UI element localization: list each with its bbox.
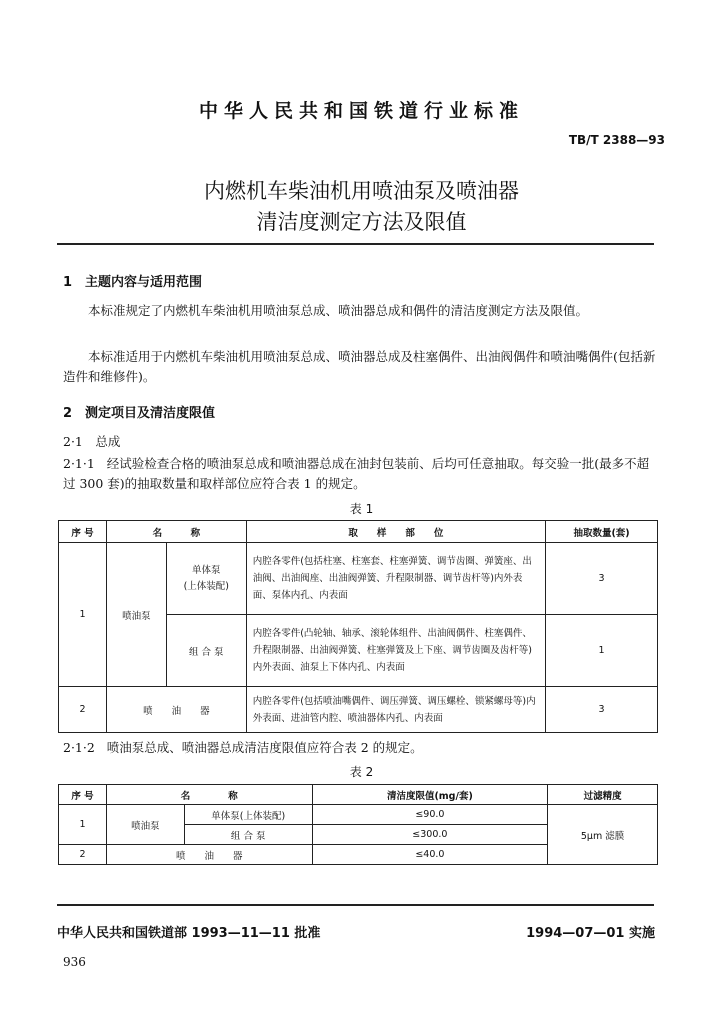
clause-2-1-1 — [63, 454, 659, 494]
table2-header-limit: 清洁度限值(mg/套) — [312, 785, 548, 805]
table1-header-name: 名 称 — [106, 521, 246, 543]
table1-header-no: 序 号 — [59, 521, 107, 543]
table2-cell-name: 喷 油 器 — [106, 845, 312, 865]
approval-line: 中华人民共和国铁道部 1993—11—11 批准 — [57, 926, 321, 941]
table-row — [59, 687, 658, 733]
table2-cell-limit: ≤300.0 — [312, 825, 548, 845]
table1-cell-sub: 单体泵 (上体装配) — [166, 543, 246, 615]
table2-header-row — [59, 785, 658, 805]
doc-title-line2: 清洁度测定方法及限值 — [256, 210, 467, 234]
clause-2-1-1-text: 经试验检查合格的喷油泵总成和喷油器总成在油封包装前、后均可任意抽取。每交验一批(最多不超过 300 套)的抽取数量和取样部位应符合表 1 的规定。 — [63, 456, 650, 491]
table1-header-qty: 抽取数量(套) — [546, 521, 658, 543]
table1-caption: 表 1 — [349, 502, 374, 516]
section2-heading: 2 测定项目及清洁度限值 — [63, 406, 216, 421]
table1-cell-sub: 组 合 泵 — [166, 615, 246, 687]
page-number: 936 — [63, 955, 86, 969]
table1-cell-name: 喷 油 器 — [106, 687, 246, 733]
table1-cell-qty: 3 — [546, 543, 658, 615]
table2-cell-filter: 5μm 滤膜 — [548, 805, 658, 865]
table2-header-no: 序 号 — [59, 785, 107, 805]
table1-header-row — [59, 521, 658, 543]
table2-cell-name: 喷油泵 — [106, 805, 184, 845]
table1-cell-qty: 3 — [546, 687, 658, 733]
clause-2-1: 2·1 总成 — [63, 434, 121, 449]
section1-para1: 本标准规定了内燃机车柴油机用喷油泵总成、喷油器总成和偶件的清洁度测定方法及限值。 — [88, 303, 589, 318]
table2-cell-sub: 组 合 泵 — [184, 825, 312, 845]
table1 — [58, 520, 658, 733]
table1-cell-no: 2 — [59, 687, 107, 733]
effective-date: 1994—07—01 实施 — [526, 926, 655, 941]
table2-caption: 表 2 — [349, 765, 374, 779]
table-row — [59, 805, 658, 825]
clause-2-1-2-text: 喷油泵总成、喷油器总成清洁度限值应符合表 2 的规定。 — [106, 740, 423, 755]
table2-cell-no: 1 — [59, 805, 107, 845]
table2-cell-no: 2 — [59, 845, 107, 865]
section1-heading: 1 主题内容与适用范围 — [63, 275, 203, 290]
table2-cell-limit: ≤40.0 — [312, 845, 548, 865]
clause-2-1-2 — [63, 738, 659, 758]
table1-cell-no: 1 — [59, 543, 107, 687]
standard-code: TB/T 2388—93 — [568, 133, 665, 147]
table2-cell-sub: 单体泵(上体装配) — [184, 805, 312, 825]
footer-divider — [57, 904, 654, 906]
table1-cell-location: 内腔各零件(包括柱塞、柱塞套、柱塞弹簧、调节齿圈、弹簧座、出油阀、出油阀座、出油阀弹簧、升程限制器、调节齿杆等)内外表面、泵体内孔、内表面 — [246, 543, 545, 615]
table2-header-name: 名 称 — [106, 785, 312, 805]
table1-cell-location: 内腔各零件(包括喷油嘴偶件、调压弹簧、调压螺栓、锁紧螺母等)内外表面、进油管内腔、喷油器体内孔、内表面 — [246, 687, 545, 733]
clause-2-1-1-number: 2·1·1 — [63, 456, 95, 471]
title-divider — [57, 243, 654, 245]
doc-title-line1: 内燃机车柴油机用喷油泵及喷油器 — [204, 179, 519, 203]
section1-para2: 本标准适用于内燃机车柴油机用喷油泵总成、喷油器总成及柱塞偶件、出油阀偶件和喷油嘴偶件(包括新造件和维修件)。 — [63, 349, 656, 384]
table1-cell-qty: 1 — [546, 615, 658, 687]
table-row — [59, 543, 658, 615]
clause-2-1-2-number: 2·1·2 — [63, 740, 95, 755]
table1-header-location: 取 样 部 位 — [246, 521, 545, 543]
table1-cell-location: 内腔各零件(凸轮轴、轴承、滚轮体组件、出油阀偶件、柱塞偶件、升程限制器、出油阀弹簧、柱塞弹簧及上下座、调节齿圈及齿杆等)内外表面、油泵上下体内孔、内表面 — [246, 615, 545, 687]
header-title: 中华人民共和国铁道行业标准 — [198, 100, 524, 122]
table1-cell-name: 喷油泵 — [106, 543, 166, 687]
table2-header-filter: 过滤精度 — [548, 785, 658, 805]
table2-cell-limit: ≤90.0 — [312, 805, 548, 825]
table2 — [58, 784, 658, 865]
